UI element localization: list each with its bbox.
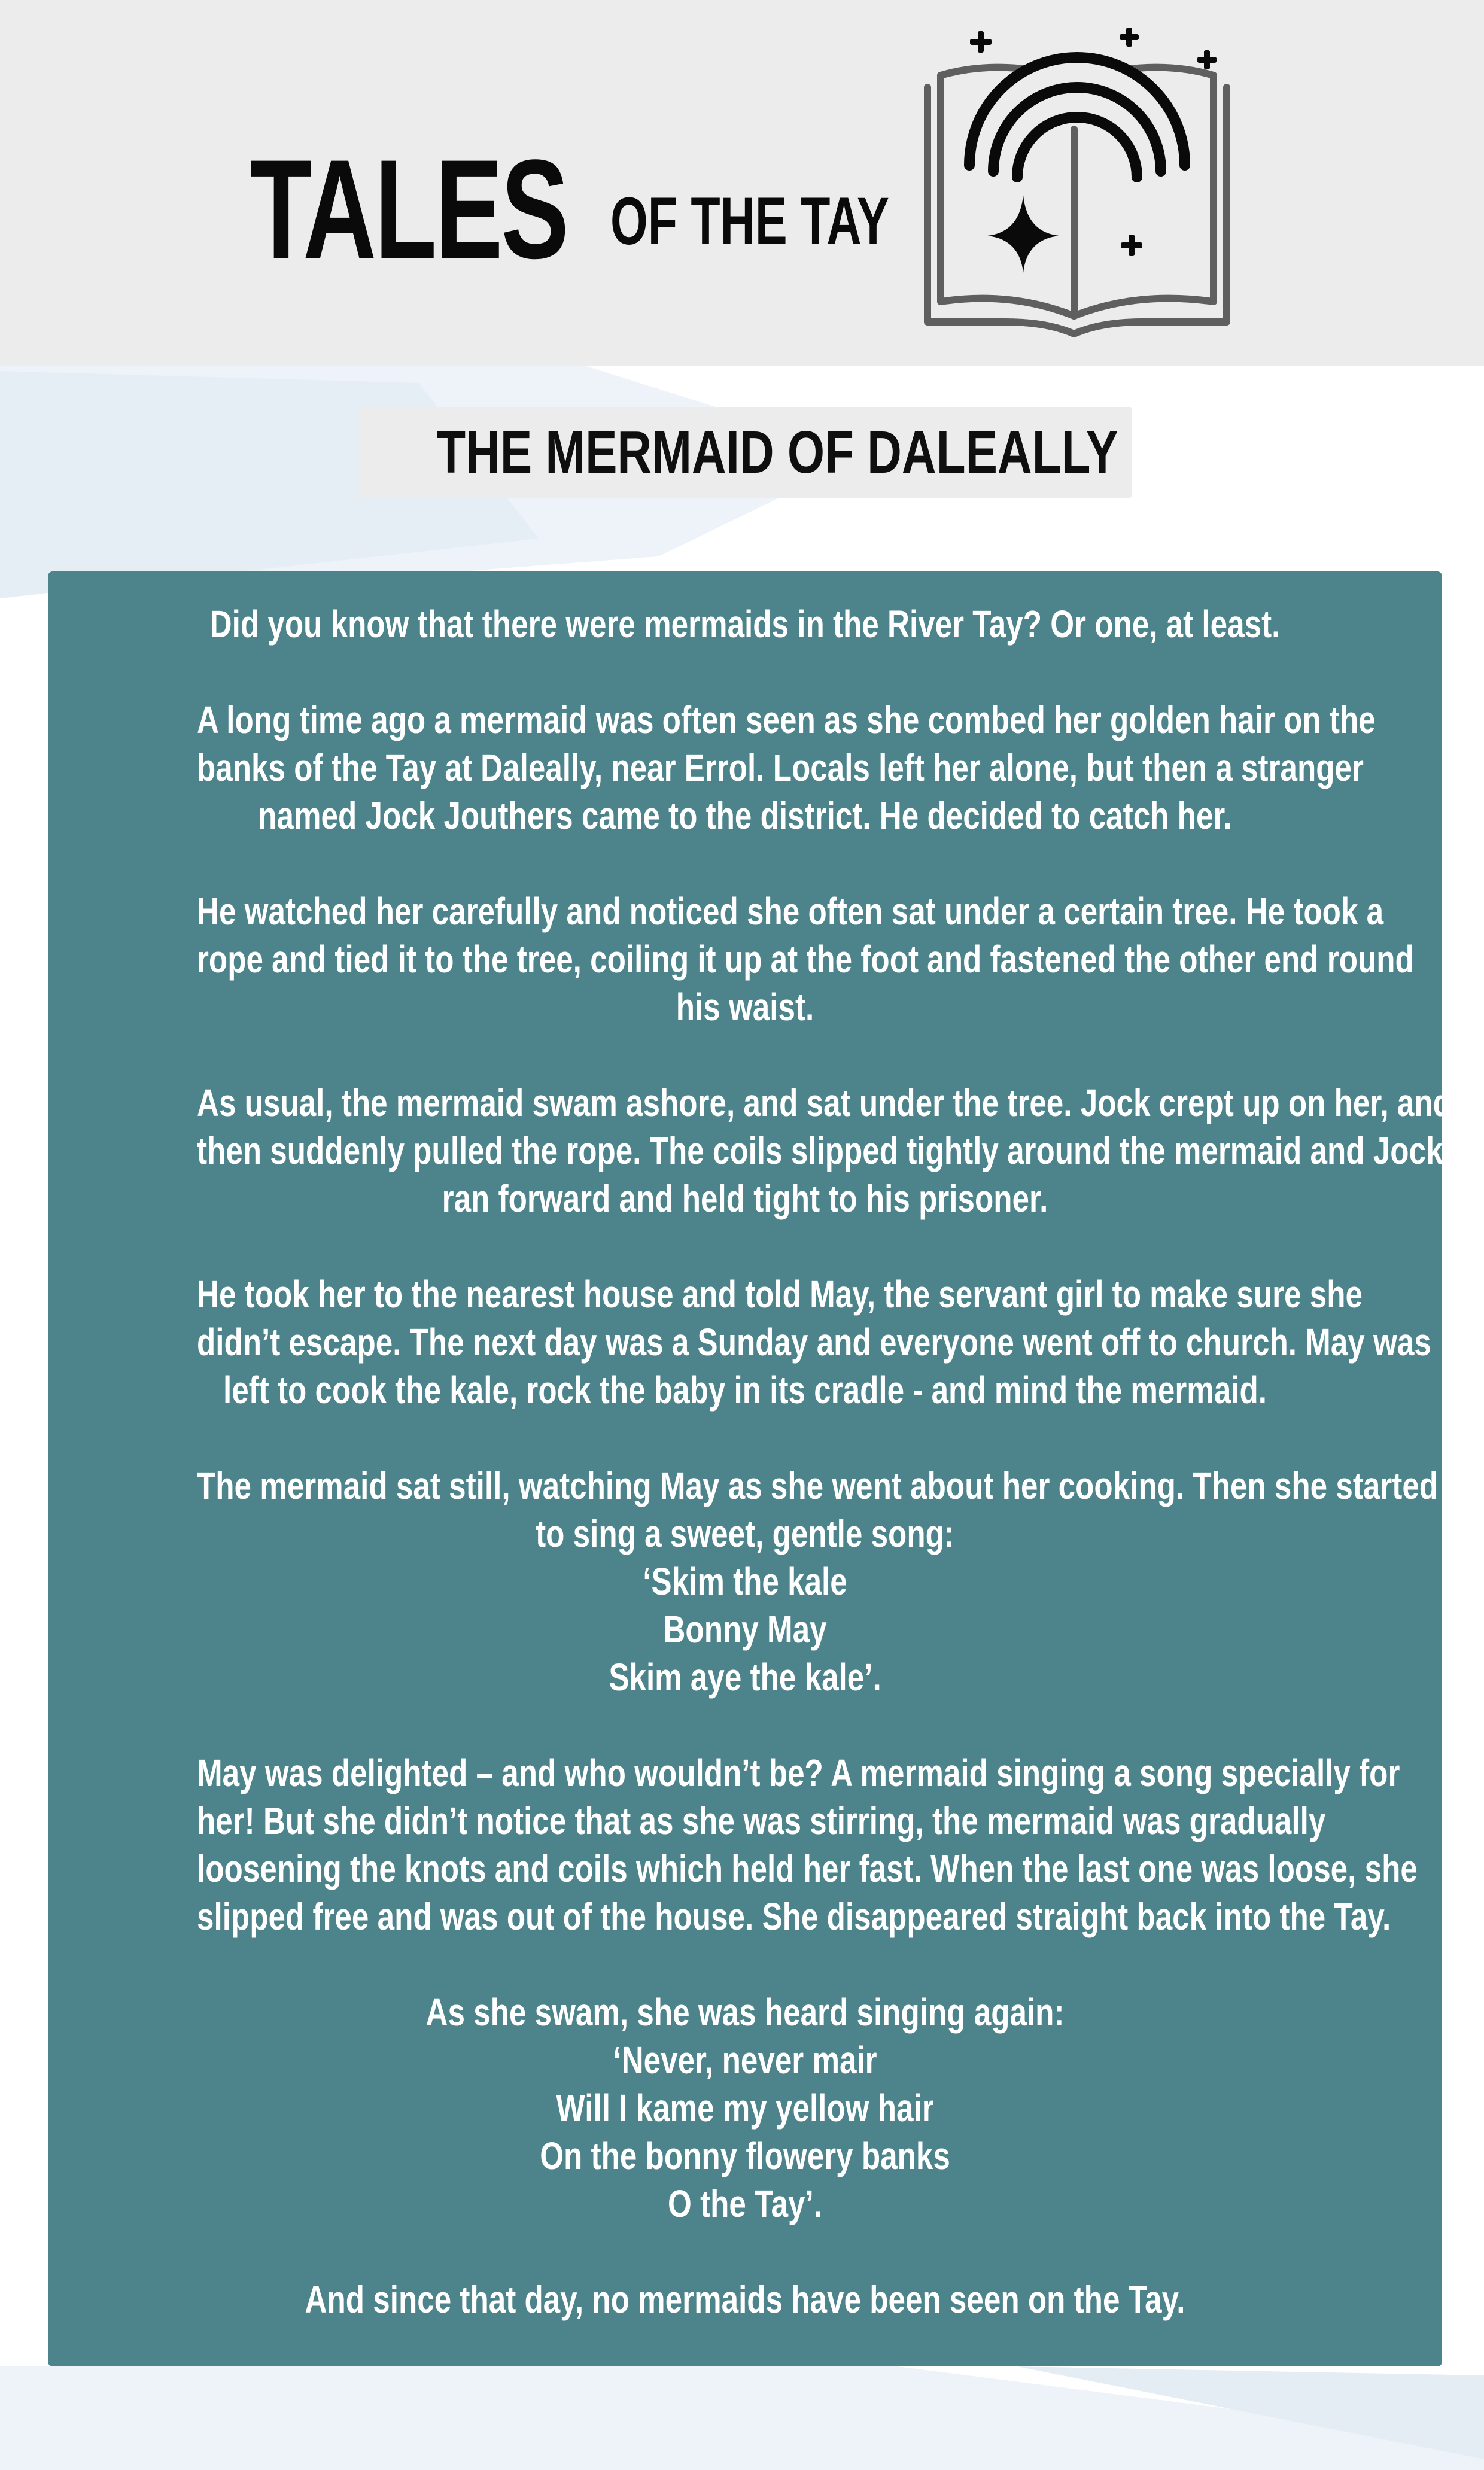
story-line: A long time ago a mermaid was often seen as she combed her golden hair on the: [197, 698, 1376, 741]
story-line: On the bonny flowery banks: [540, 2134, 950, 2177]
story-line: left to cook the kale, rock the baby in its cradle - and mind the mermaid.: [223, 1368, 1267, 1412]
story-title-box: [359, 407, 1132, 498]
story-line: ‘Skim the kale: [643, 1560, 847, 1603]
story-line: to sing a sweet, gentle song:: [536, 1512, 954, 1555]
open-book-rainbow-icon: [916, 22, 1239, 345]
story-paragraph: [60, 1079, 1452, 1222]
story-line: ‘Never, never mair: [613, 2039, 877, 2082]
story-paragraph: [60, 1749, 1430, 1940]
story-line: He watched her carefully and noticed she often sat under a certain tree. He took a: [197, 890, 1384, 933]
story-paragraph: [60, 600, 1430, 648]
story-line: As she swam, she was heard singing again:: [425, 1991, 1065, 2034]
story-line: loosening the knots and coils which held her fast. When the last one was loose, she: [197, 1847, 1418, 1890]
story-line: Will I kame my yellow hair: [556, 2086, 934, 2130]
story-line: As usual, the mermaid swam ashore, and sat under the tree. Jock crept up on her, and: [197, 1081, 1452, 1124]
story-line: Did you know that there were mermaids in the River Tay? Or one, at least.: [209, 603, 1281, 646]
story-paragraph: [60, 1270, 1430, 1414]
story-paragraph: [60, 696, 1430, 839]
story-line: May was delighted – and who wouldn’t be? A mermaid singing a song specially for: [197, 1751, 1400, 1794]
story-line: his waist.: [676, 985, 814, 1029]
story-line: He took her to the nearest house and told May, the servant girl to make sure she: [197, 1273, 1363, 1316]
story-paragraph: [60, 2276, 1430, 2323]
title-rest: OF THE TAY: [610, 184, 889, 258]
story-line: ran forward and held tight to his prisoner.: [442, 1177, 1048, 1220]
story-line: slipped free and was out of the house. She disappeared straight back into the Tay.: [197, 1895, 1391, 1938]
story-text: [60, 600, 1452, 2323]
header-banner: [0, 0, 1484, 366]
story-line: didn’t escape. The next day was a Sunday and everyone went off to church. May was: [197, 1321, 1431, 1364]
story-line: then suddenly pulled the rope. The coils slipped tightly around the mermaid and Jock: [197, 1129, 1443, 1172]
story-line: rope and tied it to the tree, coiling it up at the foot and fastened the other end round: [197, 938, 1414, 981]
story-line: And since that day, no mermaids have been seen on the Tay.: [305, 2278, 1185, 2321]
story-paragraph: [60, 1988, 1430, 2228]
story-panel: [48, 571, 1452, 2366]
title-main: TALES: [250, 130, 567, 288]
story-line: banks of the Tay at Daleally, near Errol. Locals left her alone, but then a stranger: [197, 746, 1364, 789]
story-line: named Jock Jouthers came to the district. He decided to catch her.: [258, 794, 1232, 837]
story-paragraph: [60, 1462, 1439, 1701]
story-title: THE MERMAID OF DALEALLY: [436, 419, 1118, 486]
story-line: Bonny May: [663, 1608, 827, 1651]
story-paragraph: [60, 887, 1430, 1031]
story-line: The mermaid sat still, watching May as she went about her cooking. Then she started: [197, 1464, 1439, 1507]
story-line: Skim aye the kale’.: [609, 1656, 881, 1699]
story-line: her! But she didn’t notice that as she was stirring, the mermaid was gradually: [197, 1799, 1326, 1842]
story-line: O the Tay’.: [668, 2182, 822, 2225]
